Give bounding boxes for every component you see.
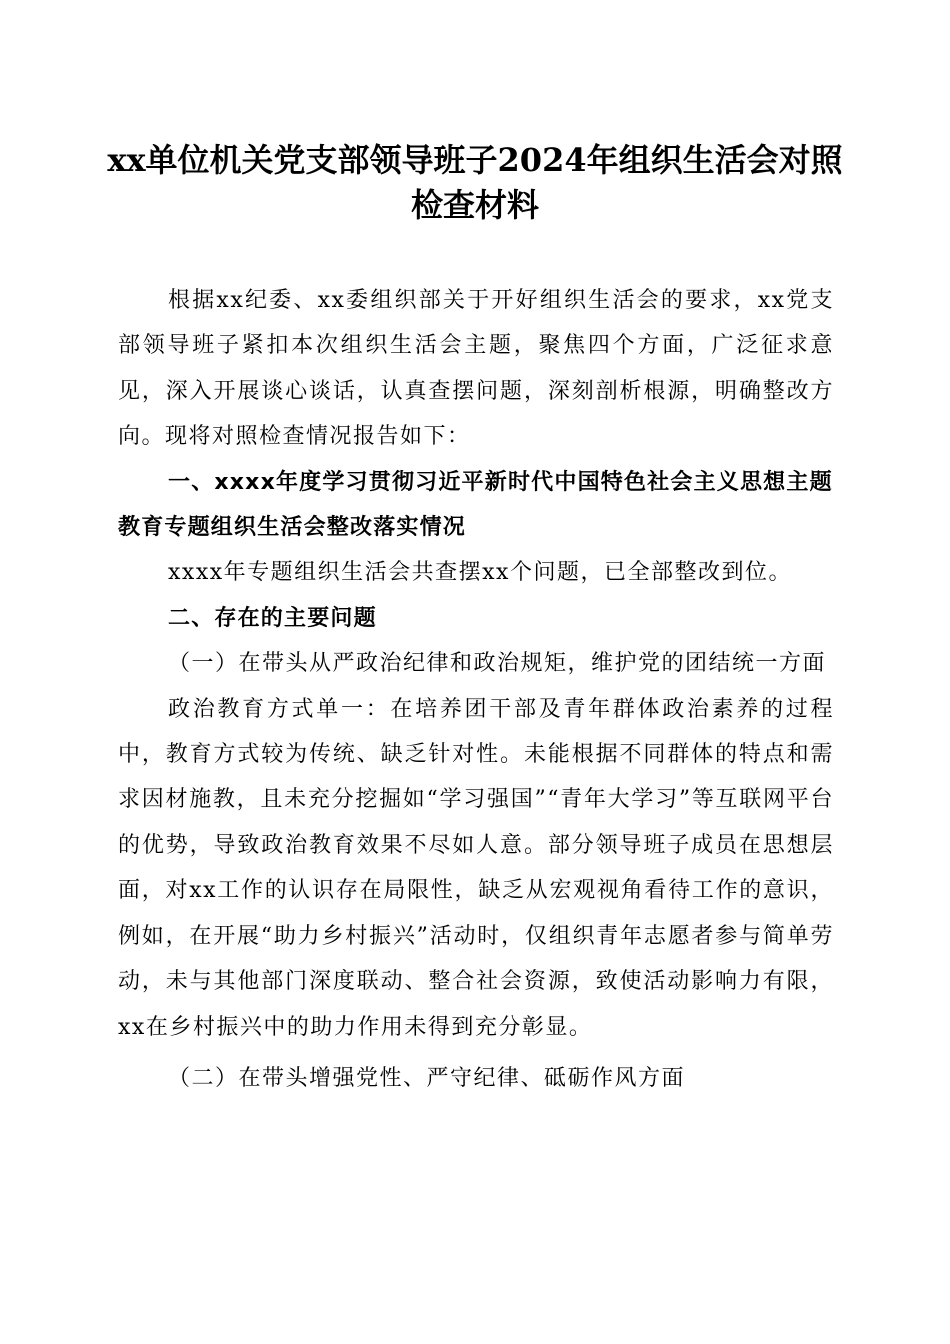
- section2-heading: 二、存在的主要问题: [168, 605, 377, 631]
- section1-heading: 一、xxxx年度学习贯彻习近平新时代中国特色社会主义思想主题教育专题组织生活会整改落实情况: [118, 469, 833, 541]
- document-body: [118, 278, 834, 1101]
- subsection1-paragraph: 政治教育方式单一：在培养团干部及青年群体政治素养的过程中，教育方式较为传统、缺乏针对性。未能根据不同群体的特点和需求因材施教，且未充分挖掘如“学习强国”“青年大学习”等互联网平台的优势，导致政治教育效果不尽如人意。部分领导班子成员在思想层面，对xx工作的认识存在局限性，缺乏从宏观视角看待工作的意识，例如，在开展“助力乡村振兴”活动时，仅组织青年志愿者参与简单劳动，未与其他部门深度联动、整合社会资源，致使活动影响力有限，xx在乡村振兴中的助力作用未得到充分彰显。: [118, 696, 834, 1040]
- subsection1-heading: （一）在带头从严政治纪律和政治规矩，维护党的团结统一方面: [168, 651, 827, 677]
- subsection2-heading: （二）在带头增强党性、严守纪律、砥砺作风方面: [168, 1065, 686, 1091]
- document-title: xx单位机关党支部领导班子2024年组织生活会对照检查材料: [107, 141, 843, 224]
- intro-paragraph: 根据xx纪委、xx委组织部关于开好组织生活会的要求，xx党支部领导班子紧扣本次组织生活会主题，聚焦四个方面，广泛征求意见，深入开展谈心谈话，认真查摆问题，深刻剖析根源，明确整改方向。现将对照检查情况报告如下：: [118, 288, 834, 450]
- section1-paragraph: xxxx年专题组织生活会共查摆xx个问题，已全部整改到位。: [168, 560, 792, 586]
